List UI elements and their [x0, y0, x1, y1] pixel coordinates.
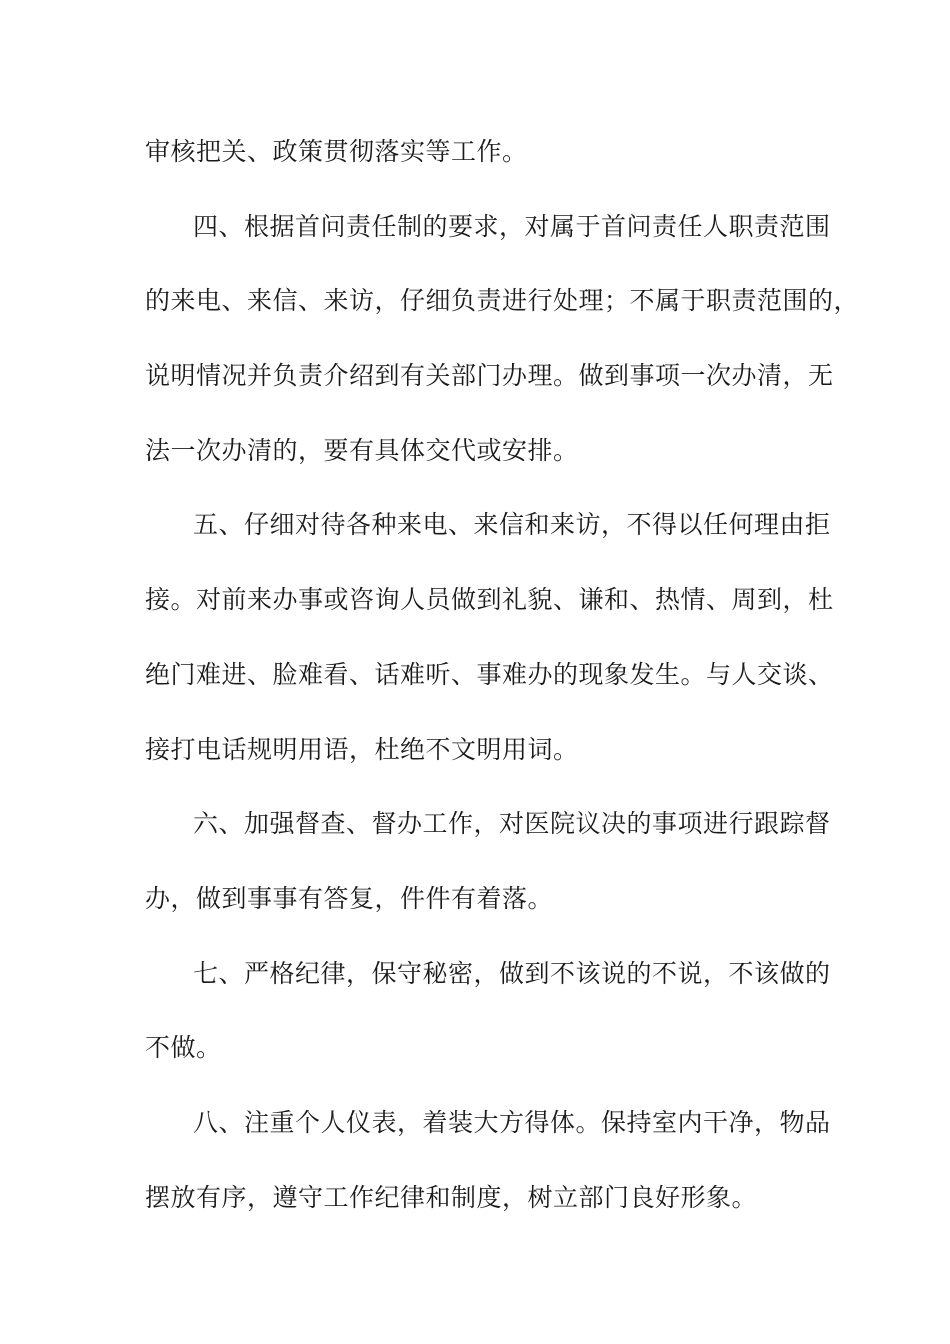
- text-line: 不做。: [145, 1033, 222, 1063]
- text-line: 八、注重个人仪表，着装大方得体。保持室内干净，物品: [193, 1107, 831, 1137]
- text-line: 办，做到事事有答复，件件有着落。: [145, 883, 554, 913]
- text-line: 五、仔细对待各种来电、来信和来访，不得以任何理由拒: [193, 510, 831, 540]
- text-line: 摆放有序，遵守工作纪律和制度，树立部门良好形象。: [145, 1182, 758, 1212]
- text-line: 接打电话规明用语，杜绝不文明用词。: [145, 734, 579, 764]
- text-line: 审核把关、政策贯彻落实等工作。: [145, 137, 528, 166]
- text-line: 法一次办清的，要有具体交代或安排。: [145, 435, 579, 465]
- text-line: 绝门难进、脸难看、话难听、事难办的现象发生。与人交谈、: [145, 659, 834, 689]
- text-line: 说明情况并负责介绍到有关部门办理。做到事项一次办清，无: [145, 361, 834, 391]
- text-line: 六、加强督查、督办工作，对医院议决的事项进行跟踪督: [193, 809, 831, 839]
- text-line: 四、根据首问责任制的要求，对属于首问责任人职责范围: [193, 211, 831, 241]
- text-line: 接。对前来办事或咨询人员做到礼貌、谦和、热情、周到，杜: [145, 585, 834, 615]
- text-line: 七、严格纪律，保守秘密，做到不该说的不说，不该做的: [193, 958, 831, 988]
- text-line: 的来电、来信、来访，仔细负责进行处理；不属于职责范围的，: [145, 286, 860, 316]
- document-body: [145, 122, 860, 1242]
